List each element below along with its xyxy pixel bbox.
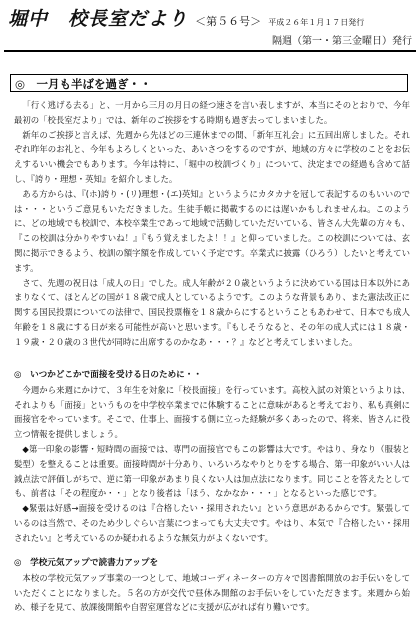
- paragraph: ある方からは、『(ホ)誇り・(リ)理想・(エ)英知』というようにカタカナを冠して表記するのもいいのでは・・・というご意見もいただきました。生徒手帳に掲載するのには遅いかもしれませんね。このように、どの地域でも校訓で、本校卒業生であって地域で活動していただいている、皆さん大先輩の方々も、『この校訓は分かりやすいね！』『もう覚えましたよ！！』と仰っていました。この校訓については、玄関に掲示できるよう、校訓の額字額を作成していく予定です。卒業式に披露（ひろう）したいと考えています。: [14, 188, 410, 273]
- paragraph: 「行く逃げる去る」と、一月から三月の月日の経つ速さを言い表しますが、本当にそのとおりで、今年最初の「校長室だより」では、新年のご挨拶をする時期も過ぎ去ってしまいました。: [14, 100, 410, 125]
- paragraph: 今週から来週にかけて、３年生を対象に「校長面接」を行っています。高校入試の対策というよりは、それよりも「面接」というものを中学校卒業までに体験することに意味があると考えており、私も真剣に面接官をやっています。そこで、仕事上、面接する側に立った経験が多くあったので、将来、皆さんに役立つ情報を提供しましょう。: [14, 384, 410, 440]
- section-heading-new-year: ◎ 一月も半ばを過ぎ・・: [10, 74, 408, 92]
- paragraph: ◆第一印象の影響・短時間の面接では、専門の面接官でもこの影響は大です。やはり、身なり（服装と髪型）を整えることは重要。面接時間が十分あり、いろいろなやりとりをする場合、第一印象がいい人は減点法で評価しがちで、逆に第一印象があまり良くない人は加点法になります。同じことを答えたとしても、前者は「その程度か・・」となり後者は「ほう、なかなか・・・」となるといった感じです。: [14, 443, 410, 499]
- section-body-new-year: [14, 98, 410, 350]
- newsletter-title: 堀中 校長室だより: [8, 8, 189, 30]
- issue-number: ＜第５６号＞: [195, 15, 262, 28]
- paragraph: 本校の学校元気アップ事業の一つとして、地域コーディネーターの方々で図書館開放のお手伝いをしていただくことになりました。５名の方が交代で昼休み開館のお手伝いをしていただきます。来週から始め、様子を見て、放課後開館や自習室運営などに支援が広がれば有り難いです。: [14, 572, 410, 613]
- section-reading: [14, 556, 410, 615]
- publish-date: 平成２６年１月１７日発行: [268, 18, 365, 27]
- newsletter-header: [4, 4, 416, 62]
- paragraph: 新年のご挨拶と言えば、先週から先ほどの三連休までの間、「新年互礼会」に五回出席しました。それぞれ昨年のお礼と、今年もよろしくといった、あいさつをするのですが、地域の方々に学校のことをお伝えするいい機会でもあります。今年は特に、「堀中の校訓づくり」について、決定までの経過も含めて話し、『誇り・理想・英知』を紹介しました。: [14, 129, 410, 184]
- publish-schedule: 隔週（第一・第三金曜日）発行: [272, 36, 412, 47]
- header-divider: [4, 50, 416, 52]
- title-row: [8, 4, 364, 31]
- section-interview: [14, 368, 410, 546]
- section-heading-reading: ◎ 学校元気アップで読書力アップを: [14, 558, 159, 568]
- section-heading-interview: ◎ いつかどこかで面接を受ける日のために・・: [14, 370, 202, 380]
- paragraph: さて、先週の祝日は「成人の日」でした。成人年齢が２０歳というように決めている国は日本以外にあまりなくて、ほとんどの国が１８歳で成人としているようです。このような背景もあり、また憲法改正に関する国民投票についての法律で、国民投票権を１８歳からにするということもあわせて、日本でも成人年齢を１８歳にする日が来る可能性が高いと思います。『もしそうなると、その年の成人式には１８歳・１９歳・２０歳の３世代が同時に出席するのかなあ・・・？』などと考えてしまいました。: [14, 277, 410, 347]
- paragraph: ◆緊張は好感→面接を受けるのは『合格したい・採用されたい』という意思があるからです。緊張しているのは当然で、そのため少しぐらい言葉につまっても大丈夫です。やはり、本気で『合格したい・採用されたい』と考えているのか疑われるような無気力がよくないです。: [14, 503, 410, 543]
